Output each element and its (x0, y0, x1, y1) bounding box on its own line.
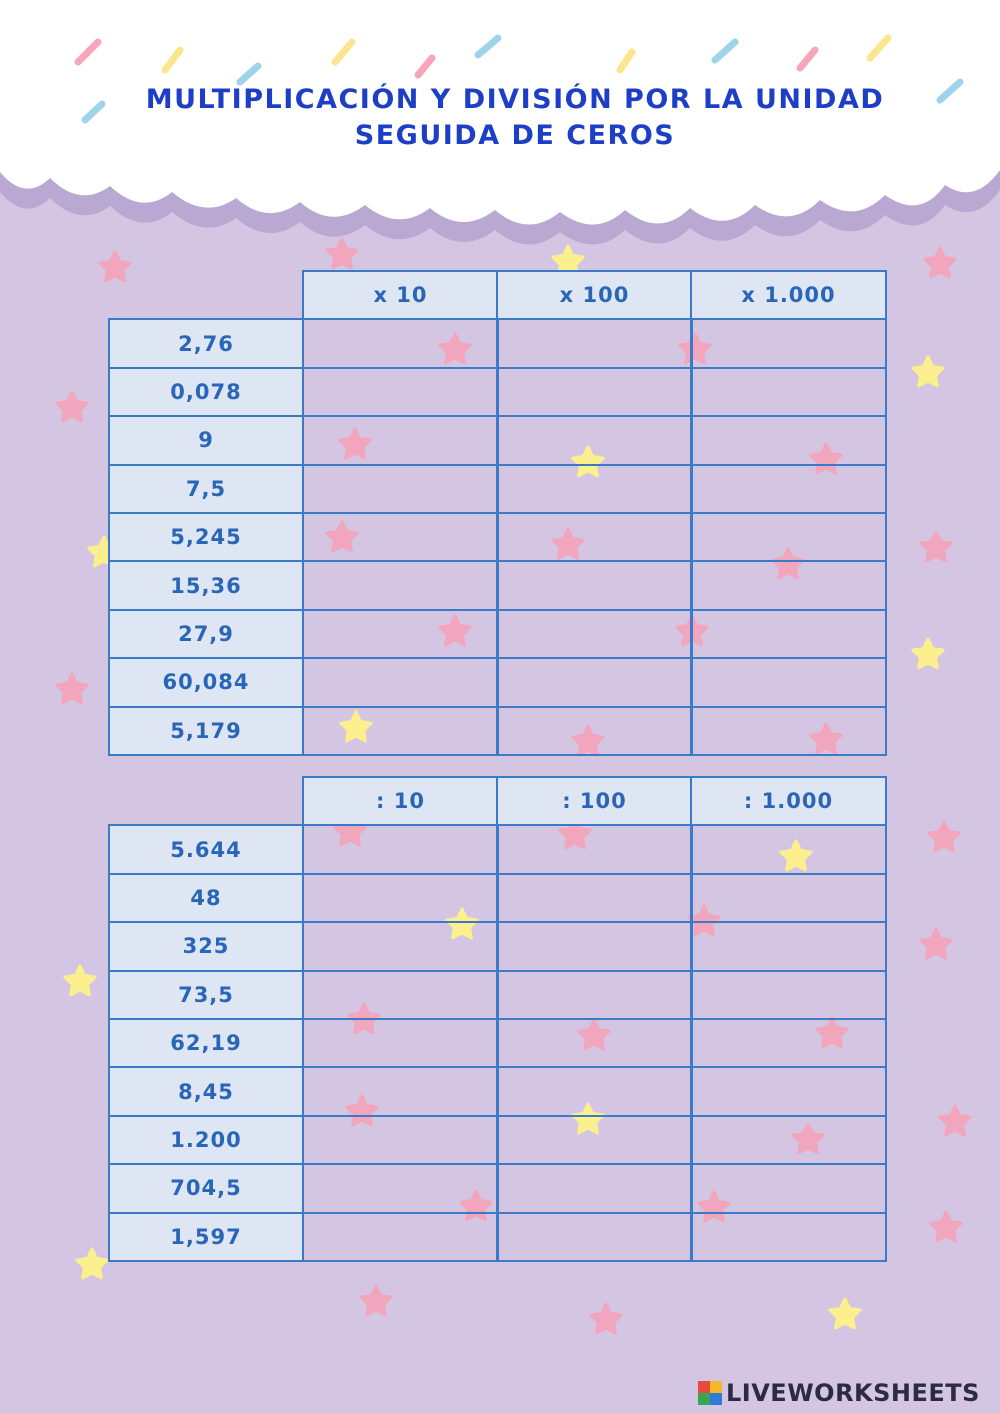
multiplication-answer-input[interactable] (304, 319, 497, 367)
multiplication-answer-cell[interactable] (496, 657, 693, 707)
multiplication-answer-input[interactable] (498, 707, 691, 755)
division-row-label: 1,597 (108, 1212, 304, 1262)
division-answer-cell[interactable] (496, 970, 693, 1020)
division-answer-input[interactable] (498, 1213, 691, 1261)
multiplication-answer-input[interactable] (304, 561, 497, 609)
multiplication-row-label: 5,179 (108, 706, 304, 756)
multiplication-answer-input[interactable] (304, 368, 497, 416)
division-header-3: : 1.000 (690, 776, 887, 826)
division-row-label: 5.644 (108, 824, 304, 874)
division-answer-cell[interactable] (496, 921, 693, 971)
multiplication-answer-input[interactable] (498, 513, 691, 561)
multiplication-row-label: 60,084 (108, 657, 304, 707)
multiplication-answer-cell[interactable] (302, 367, 499, 417)
division-answer-cell[interactable] (690, 970, 887, 1020)
multiplication-answer-cell[interactable] (690, 415, 887, 465)
division-answer-cell[interactable] (302, 921, 499, 971)
division-answer-cell[interactable] (690, 1115, 887, 1165)
division-answer-input[interactable] (692, 1116, 885, 1164)
division-answer-input[interactable] (498, 971, 691, 1019)
multiplication-row-label: 9 (108, 415, 304, 465)
division-answer-input[interactable] (304, 1067, 497, 1115)
division-answer-input[interactable] (498, 874, 691, 922)
division-row-label: 1.200 (108, 1115, 304, 1165)
multiplication-answer-input[interactable] (692, 610, 885, 658)
division-answer-cell[interactable] (496, 1115, 693, 1165)
multiplication-answer-input[interactable] (692, 416, 885, 464)
multiplication-answer-input[interactable] (498, 658, 691, 706)
division-answer-input[interactable] (498, 825, 691, 873)
multiplication-answer-input[interactable] (498, 610, 691, 658)
division-answer-cell[interactable] (302, 1066, 499, 1116)
division-answer-cell[interactable] (496, 824, 693, 874)
multiplication-answer-input[interactable] (692, 319, 885, 367)
multiplication-answer-input[interactable] (692, 561, 885, 609)
multiplication-answer-input[interactable] (498, 465, 691, 513)
multiplication-answer-input[interactable] (304, 658, 497, 706)
multiplication-answer-cell[interactable] (302, 560, 499, 610)
division-answer-cell[interactable] (690, 1163, 887, 1213)
division-answer-cell[interactable] (690, 1212, 887, 1262)
division-answer-input[interactable] (498, 1164, 691, 1212)
multiplication-answer-cell[interactable] (690, 609, 887, 659)
multiplication-answer-cell[interactable] (496, 318, 693, 368)
multiplication-answer-cell[interactable] (690, 560, 887, 610)
division-row-label: 73,5 (108, 970, 304, 1020)
division-answer-cell[interactable] (302, 970, 499, 1020)
division-answer-input[interactable] (498, 922, 691, 970)
multiplication-answer-input[interactable] (692, 465, 885, 513)
multiplication-answer-input[interactable] (498, 416, 691, 464)
division-answer-cell[interactable] (496, 873, 693, 923)
division-answer-input[interactable] (304, 825, 497, 873)
multiplication-answer-cell[interactable] (302, 318, 499, 368)
liveworksheets-logo (698, 1378, 980, 1408)
multiplication-answer-input[interactable] (692, 513, 885, 561)
division-row-label: 8,45 (108, 1066, 304, 1116)
division-answer-input[interactable] (304, 922, 497, 970)
division-answer-input[interactable] (304, 971, 497, 1019)
division-answer-cell[interactable] (302, 1212, 499, 1262)
division-answer-input[interactable] (304, 1019, 497, 1067)
multiplication-answer-input[interactable] (304, 416, 497, 464)
division-answer-cell[interactable] (496, 1163, 693, 1213)
multiplication-answer-cell[interactable] (496, 367, 693, 417)
division-answer-input[interactable] (692, 1164, 885, 1212)
division-answer-input[interactable] (692, 1067, 885, 1115)
multiplication-answer-cell[interactable] (302, 609, 499, 659)
division-answer-cell[interactable] (302, 873, 499, 923)
division-answer-cell[interactable] (690, 1018, 887, 1068)
multiplication-answer-cell[interactable] (690, 657, 887, 707)
multiplication-row-label: 2,76 (108, 318, 304, 368)
division-answer-input[interactable] (692, 922, 885, 970)
division-answer-input[interactable] (304, 1164, 497, 1212)
multiplication-answer-input[interactable] (304, 610, 497, 658)
title-line-1: MULTIPLICACIÓN Y DIVISIÓN POR LA UNIDAD (145, 84, 885, 115)
multiplication-answer-input[interactable] (304, 513, 497, 561)
division-answer-input[interactable] (304, 1116, 497, 1164)
multiplication-answer-cell[interactable] (496, 415, 693, 465)
multiplication-answer-input[interactable] (304, 707, 497, 755)
multiplication-answer-cell[interactable] (302, 657, 499, 707)
division-answer-input[interactable] (304, 1213, 497, 1261)
multiplication-row-label: 7,5 (108, 464, 304, 514)
division-answer-cell[interactable] (690, 921, 887, 971)
division-answer-cell[interactable] (302, 824, 499, 874)
multiplication-answer-cell[interactable] (690, 318, 887, 368)
multiplication-row-label: 5,245 (108, 512, 304, 562)
multiplication-row-label: 27,9 (108, 609, 304, 659)
title-line-2: SEGUIDA DE CEROS (354, 120, 676, 151)
division-answer-cell[interactable] (690, 1066, 887, 1116)
liveworksheets-logo-icon (698, 1381, 722, 1405)
multiplication-answer-cell[interactable] (496, 512, 693, 562)
division-answer-input[interactable] (304, 874, 497, 922)
multiplication-answer-input[interactable] (692, 368, 885, 416)
multiplication-answer-cell[interactable] (302, 415, 499, 465)
division-answer-cell[interactable] (302, 1163, 499, 1213)
multiplication-answer-cell[interactable] (496, 706, 693, 756)
division-answer-cell[interactable] (302, 1115, 499, 1165)
multiplication-answer-cell[interactable] (496, 560, 693, 610)
multiplication-answer-input[interactable] (692, 707, 885, 755)
division-answer-input[interactable] (692, 971, 885, 1019)
division-row-label: 704,5 (108, 1163, 304, 1213)
division-answer-cell[interactable] (690, 824, 887, 874)
division-answer-input[interactable] (692, 1213, 885, 1261)
division-answer-input[interactable] (498, 1067, 691, 1115)
multiplication-header-3: x 1.000 (690, 270, 887, 320)
multiplication-row-label: 15,36 (108, 560, 304, 610)
division-answer-cell[interactable] (496, 1066, 693, 1116)
multiplication-answer-input[interactable] (498, 561, 691, 609)
division-answer-input[interactable] (498, 1019, 691, 1067)
multiplication-answer-input[interactable] (498, 319, 691, 367)
logo-text: LIVEWORKSHEETS (726, 1379, 980, 1407)
multiplication-answer-cell[interactable] (302, 464, 499, 514)
division-answer-input[interactable] (692, 825, 885, 873)
multiplication-answer-cell[interactable] (302, 706, 499, 756)
multiplication-answer-cell[interactable] (302, 512, 499, 562)
division-answer-input[interactable] (498, 1116, 691, 1164)
multiplication-answer-cell[interactable] (496, 609, 693, 659)
division-header-1: : 10 (302, 776, 499, 826)
division-header-2: : 100 (496, 776, 693, 826)
division-answer-cell[interactable] (496, 1212, 693, 1262)
multiplication-header-2: x 100 (496, 270, 693, 320)
division-answer-cell[interactable] (302, 1018, 499, 1068)
multiplication-answer-cell[interactable] (496, 464, 693, 514)
multiplication-answer-input[interactable] (498, 368, 691, 416)
division-row-label: 325 (108, 921, 304, 971)
division-row-label: 48 (108, 873, 304, 923)
multiplication-answer-input[interactable] (692, 658, 885, 706)
multiplication-answer-cell[interactable] (690, 367, 887, 417)
multiplication-answer-input[interactable] (304, 465, 497, 513)
multiplication-header-1: x 10 (302, 270, 499, 320)
division-row-label: 62,19 (108, 1018, 304, 1068)
division-answer-input[interactable] (692, 874, 885, 922)
division-answer-cell[interactable] (496, 1018, 693, 1068)
multiplication-answer-cell[interactable] (690, 706, 887, 756)
division-answer-cell[interactable] (690, 873, 887, 923)
division-answer-input[interactable] (692, 1019, 885, 1067)
multiplication-answer-cell[interactable] (690, 512, 887, 562)
multiplication-answer-cell[interactable] (690, 464, 887, 514)
multiplication-row-label: 0,078 (108, 367, 304, 417)
